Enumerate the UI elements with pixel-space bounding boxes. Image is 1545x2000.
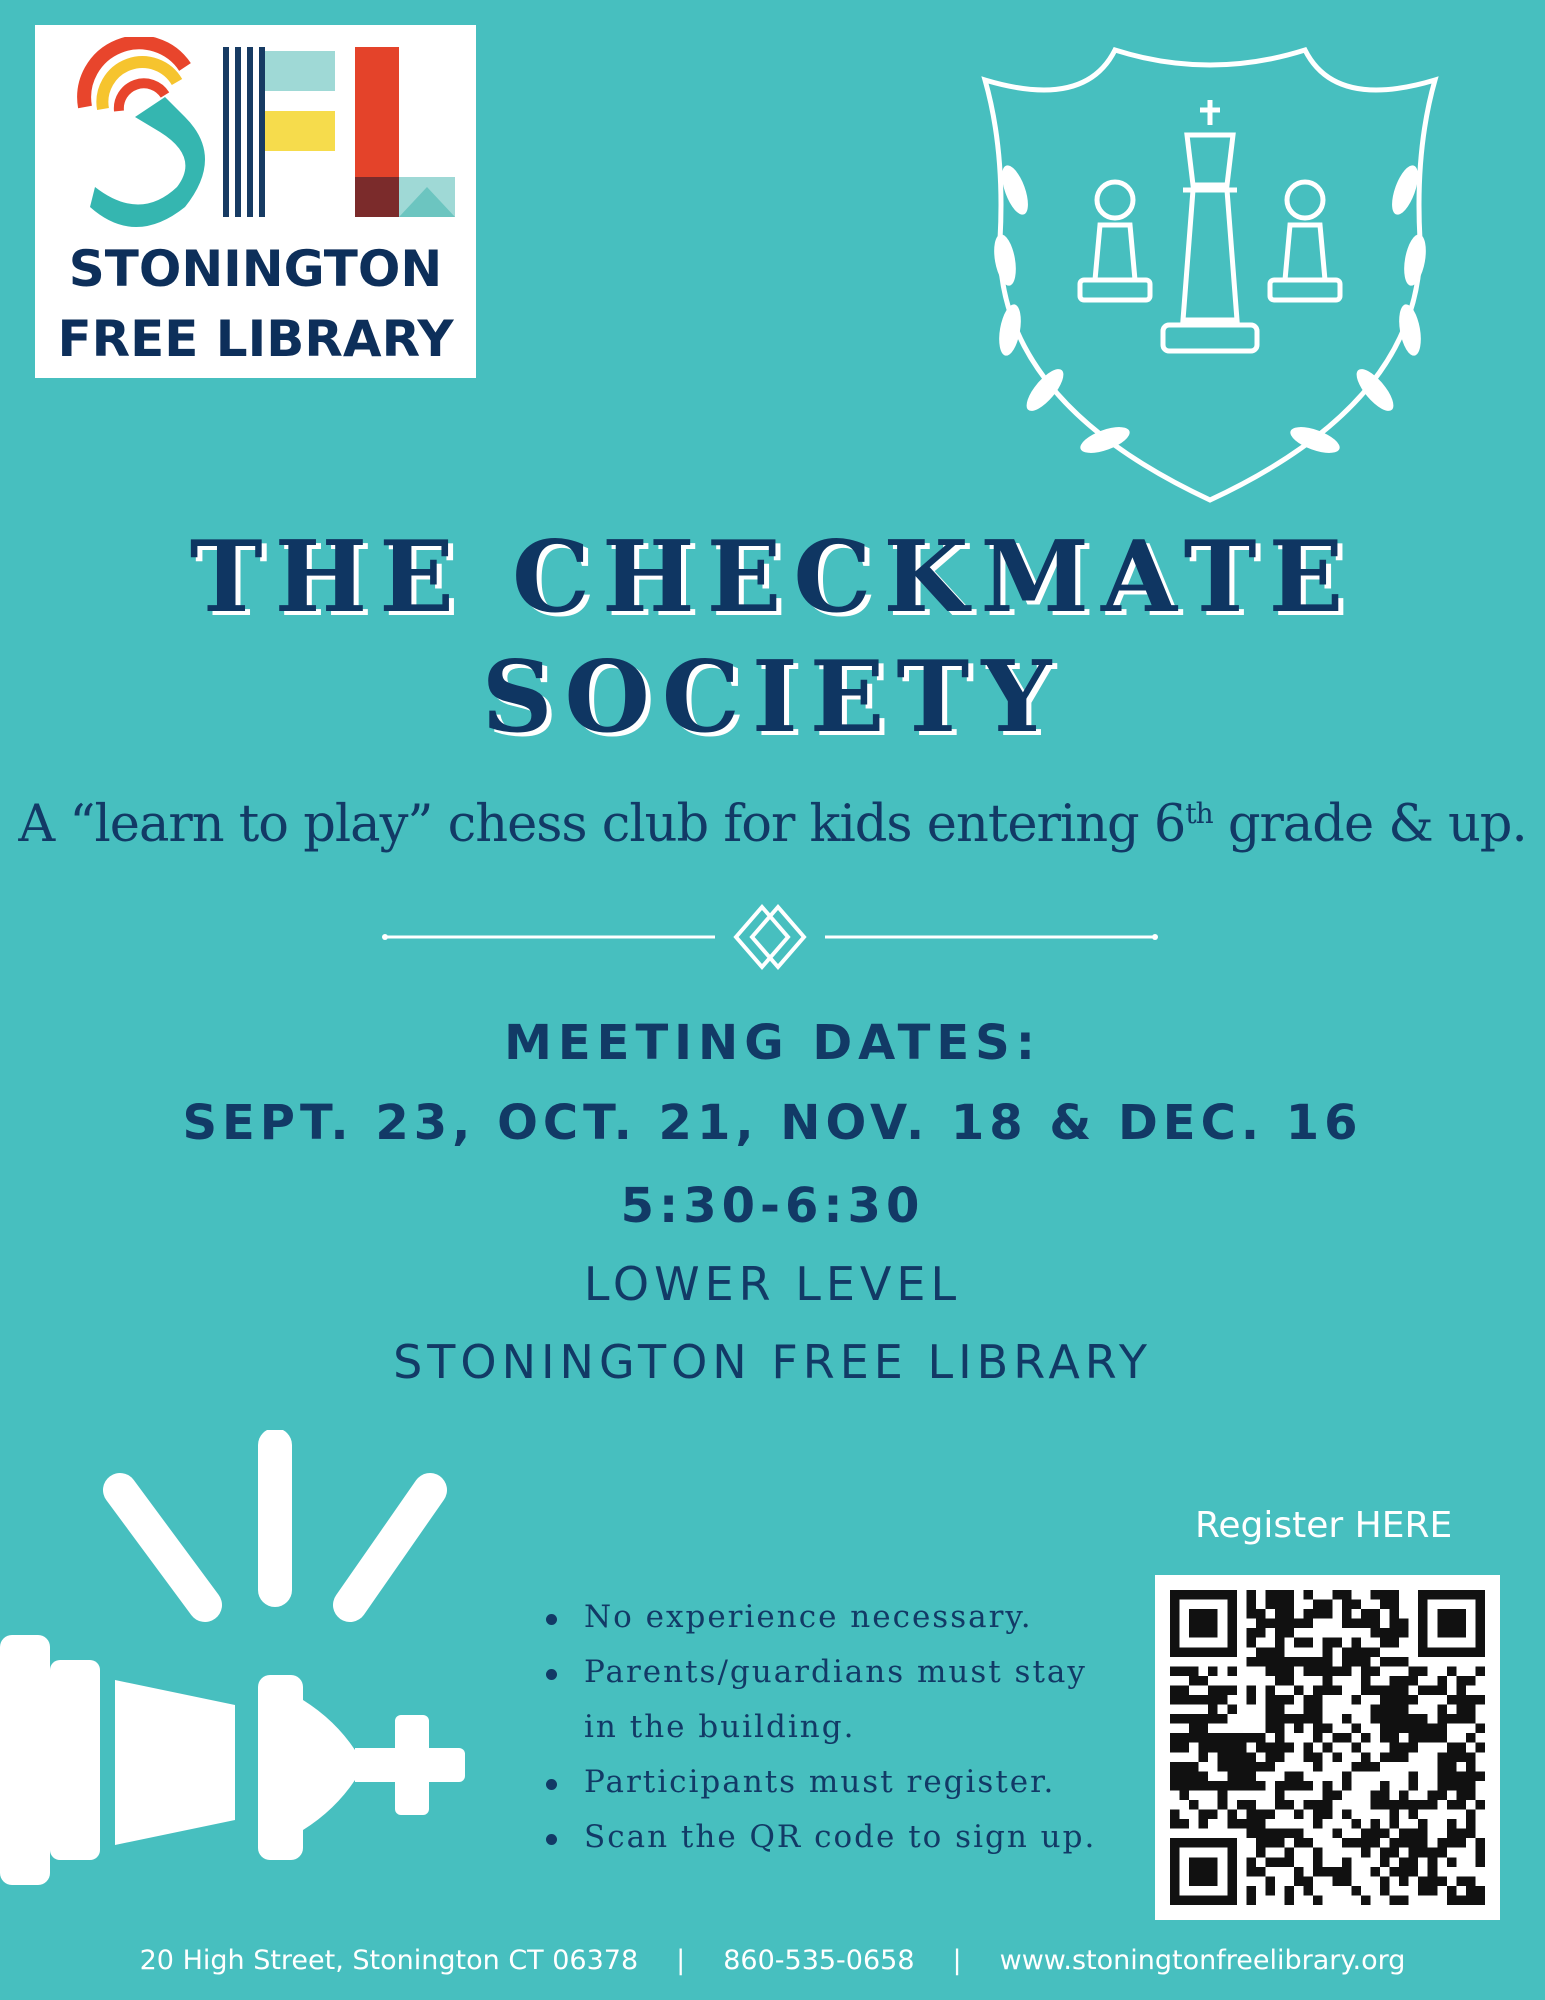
subtitle-text: A “learn to play” chess club for kids entering 6: [18, 795, 1186, 854]
meeting-dates: SEPT. 23, OCT. 21, NOV. 18 & DEC. 16: [182, 1095, 1363, 1151]
footer-phone: 860-535-0658: [723, 1945, 915, 1976]
qr-code-icon[interactable]: [1170, 1590, 1485, 1905]
sfl-logo-mark-icon: [65, 37, 455, 237]
event-title-line1: THE CHECKMATE: [189, 520, 1356, 635]
footer-separator: |: [676, 1945, 686, 1976]
meeting-dates-label: MEETING DATES:: [504, 1015, 1041, 1071]
list-item: Scan the QR code to sign up.: [540, 1810, 1100, 1865]
meeting-location-line1: LOWER LEVEL: [583, 1257, 962, 1311]
register-label: Register HERE: [1195, 1505, 1453, 1546]
qr-code[interactable]: [1155, 1575, 1500, 1920]
logo-text-line2: FREE LIBRARY: [57, 310, 454, 368]
event-title-line2: SOCIETY: [481, 640, 1064, 755]
subtitle-text-end: grade & up.: [1212, 795, 1527, 854]
event-subtitle: [0, 795, 1545, 854]
list-item: No experience necessary.: [540, 1590, 1100, 1645]
footer-address: 20 High Street, Stonington CT 06378: [139, 1945, 639, 1976]
requirements-list: [540, 1590, 1100, 1865]
library-logo: [35, 25, 476, 378]
chess-crest-icon: [955, 40, 1465, 510]
fallen-king-icon: [0, 1430, 480, 1890]
footer-website-link[interactable]: www.stoningtonfreelibrary.org: [999, 1945, 1406, 1976]
list-item: Parents/guardians must stay in the building.: [540, 1645, 1100, 1755]
meeting-time: 5:30-6:30: [620, 1178, 925, 1234]
subtitle-superscript: th: [1185, 797, 1213, 830]
logo-text-line1: STONINGTON: [68, 240, 443, 298]
footer-separator: |: [952, 1945, 962, 1976]
meeting-location-line2: STONINGTON FREE LIBRARY: [393, 1335, 1152, 1389]
ornament-divider-icon: [380, 895, 1160, 980]
footer: [0, 1945, 1545, 1976]
list-item: Participants must register.: [540, 1755, 1100, 1810]
